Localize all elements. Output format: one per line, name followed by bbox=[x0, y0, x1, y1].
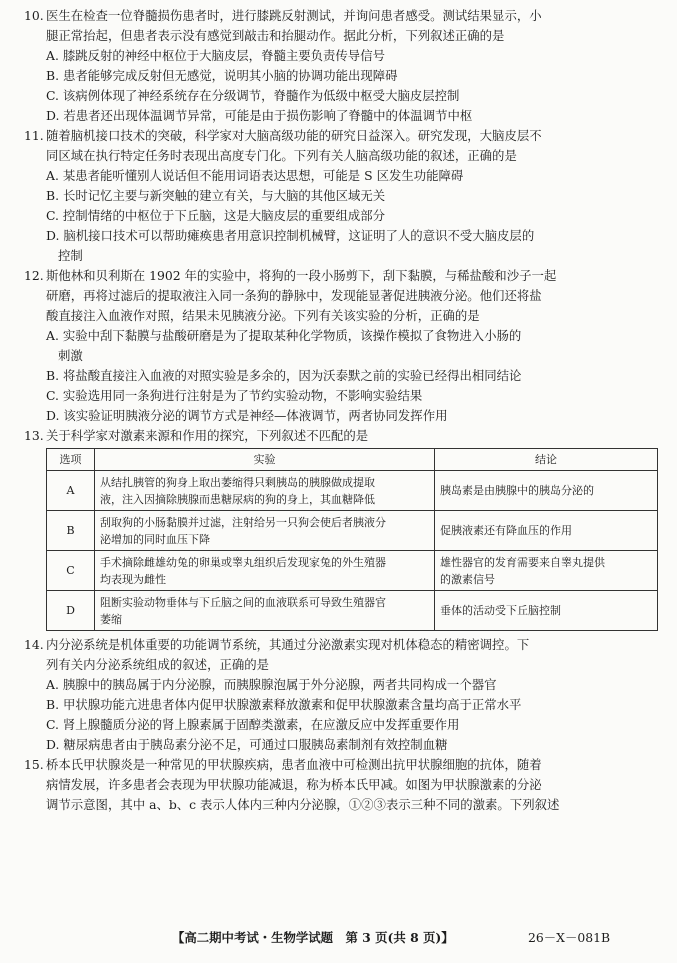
question-12 bbox=[24, 266, 663, 426]
question-stem-line bbox=[24, 266, 663, 286]
question-stem-line bbox=[24, 755, 663, 775]
question-number: 10. bbox=[24, 8, 44, 23]
option-continuation: 刺激 bbox=[58, 348, 83, 363]
option-b[interactable]: B. 长时记忆主要与新突触的建立有关，与大脑的其他区域无关 bbox=[46, 188, 386, 203]
table-header-cell: 实验 bbox=[95, 449, 435, 471]
stem-text: 斯他林和贝利斯在 1902 年的实验中，将狗的一段小肠剪下，刮下黏膜，与稀盐酸和沙子一起 bbox=[46, 268, 557, 283]
stem-text: 关于科学家对激素来源和作用的探究，下列叙述不匹配的是 bbox=[46, 428, 369, 443]
table-row-a bbox=[47, 471, 658, 511]
option-c[interactable]: C. 控制情绪的中枢位于下丘脑，这是大脑皮层的重要组成部分 bbox=[46, 208, 386, 223]
stem-text: 研磨，再将过滤后的提取液注入同一条狗的静脉中，发现能显著促进胰液分泌。他们还将盐 bbox=[46, 288, 542, 303]
stem-text: 随着脑机接口技术的突破，科学家对大脑高级功能的研究日益深入。研究发现，大脑皮层不 bbox=[46, 128, 542, 143]
option-d[interactable]: D. 若患者还出现体温调节异常，可能是由于损伤影响了脊髓中的体温调节中枢 bbox=[46, 108, 473, 123]
table-header-cell: 结论 bbox=[435, 449, 658, 471]
question-list bbox=[24, 6, 663, 815]
table-row-d bbox=[47, 591, 658, 631]
option-d[interactable]: D. 该实验证明胰液分泌的调节方式是神经—体液调节，两者协同发挥作用 bbox=[46, 408, 448, 423]
question-11 bbox=[24, 126, 663, 266]
question-14 bbox=[24, 635, 663, 755]
table-header-row bbox=[47, 449, 658, 471]
question-10 bbox=[24, 6, 663, 126]
stem-text: 病情发展，许多患者会表现为甲状腺功能减退，称为桥本氏甲减。如图为甲状腺激素的分泌 bbox=[46, 777, 542, 792]
table-conclusion-cell: 垂体的活动受下丘脑控制 bbox=[435, 591, 658, 631]
option-a[interactable]: A. 实验中刮下黏膜与盐酸研磨是为了提取某种化学物质，该操作模拟了食物进入小肠的 bbox=[46, 328, 522, 343]
question-number: 15. bbox=[24, 757, 44, 772]
footer-title: 【高二期中考试・生物学试题 第 3 页(共 8 页)】 bbox=[172, 930, 454, 945]
page-footer bbox=[0, 928, 677, 950]
stem-text: 同区域在执行特定任务时表现出高度专门化。下列有关人脑高级功能的叙述，正确的是 bbox=[46, 148, 517, 163]
question-15 bbox=[24, 755, 663, 815]
question-number: 11. bbox=[24, 128, 44, 143]
table-experiment-cell: 阻断实验动物垂体与下丘脑之间的血液联系可导致生殖器官 萎缩 bbox=[95, 591, 435, 631]
option-c[interactable]: C. 实验选用同一条狗进行注射是为了节约实验动物，不影响实验结果 bbox=[46, 388, 423, 403]
stem-text: 列有关内分泌系统组成的叙述，正确的是 bbox=[46, 657, 270, 672]
stem-text: 桥本氏甲状腺炎是一种常见的甲状腺疾病，患者血液中可检测出抗甲状腺细胞的抗体，随着 bbox=[46, 757, 542, 772]
question-stem-line bbox=[24, 635, 663, 655]
table-conclusion-cell: 促胰液素还有降血压的作用 bbox=[435, 511, 658, 551]
table-experiment-cell: 刮取狗的小肠黏膜并过滤，注射给另一只狗会使后者胰液分 泌增加的同时血压下降 bbox=[95, 511, 435, 551]
question-number: 12. bbox=[24, 268, 44, 283]
option-b[interactable]: B. 患者能够完成反射但无感觉，说明其小脑的协调功能出现障碍 bbox=[46, 68, 398, 83]
table-option-cell: D bbox=[47, 591, 95, 631]
question-stem-line bbox=[24, 6, 663, 26]
table-conclusion-cell: 雄性器官的发育需要来自睾丸提供 的激素信号 bbox=[435, 551, 658, 591]
option-a[interactable]: A. 胰腺中的胰岛属于内分泌腺，而胰腺腺泡属于外分泌腺，两者共同构成一个器官 bbox=[46, 677, 497, 692]
option-b[interactable]: B. 甲状腺功能亢进患者体内促甲状腺激素释放激素和促甲状腺激素含量均高于正常水平 bbox=[46, 697, 522, 712]
table-conclusion-cell: 胰岛素是由胰腺中的胰岛分泌的 bbox=[435, 471, 658, 511]
table-option-cell: A bbox=[47, 471, 95, 511]
question-stem-line bbox=[24, 426, 663, 446]
option-a[interactable]: A. 某患者能听懂别人说话但不能用词语表达思想，可能是 S 区发生功能障碍 bbox=[46, 168, 464, 183]
table-option-cell: B bbox=[47, 511, 95, 551]
table-option-cell: C bbox=[47, 551, 95, 591]
option-b[interactable]: B. 将盐酸直接注入血液的对照实验是多余的，因为沃泰默之前的实验已经得出相同结论 bbox=[46, 368, 522, 383]
table-header-cell: 选项 bbox=[47, 449, 95, 471]
option-d[interactable]: D. 脑机接口技术可以帮助瘫痪患者用意识控制机械臂，这证明了人的意识不受大脑皮层的 bbox=[46, 228, 535, 243]
stem-text: 腿正常抬起，但患者表示没有感觉到敲击和抬腿动作。据此分析，下列叙述正确的是 bbox=[46, 28, 505, 43]
option-a[interactable]: A. 膝跳反射的神经中枢位于大脑皮层，脊髓主要负责传导信号 bbox=[46, 48, 385, 63]
question-stem-line bbox=[24, 126, 663, 146]
table-row-c bbox=[47, 551, 658, 591]
table-experiment-cell: 手术摘除雌雄幼兔的卵巢或睾丸组织后发现家兔的外生殖器 均表现为雌性 bbox=[95, 551, 435, 591]
stem-text: 医生在检查一位脊髓损伤患者时，进行膝跳反射测试，并询问患者感受。测试结果显示，小 bbox=[46, 8, 542, 23]
question-number: 13. bbox=[24, 428, 44, 443]
stem-text: 酸直接注入血液作对照，结果未见胰液分泌。下列有关该实验的分析，正确的是 bbox=[46, 308, 480, 323]
option-c[interactable]: C. 该病例体现了神经系统存在分级调节，脊髓作为低级中枢受大脑皮层控制 bbox=[46, 88, 460, 103]
experiment-table bbox=[46, 448, 658, 631]
stem-text: 调节示意图，其中 a、b、c 表示人体内三种内分泌腺，①②③表示三种不同的激素。下列叙述 bbox=[46, 797, 560, 812]
question-13 bbox=[24, 426, 663, 631]
table-row-b bbox=[47, 511, 658, 551]
option-c[interactable]: C. 肾上腺髓质分泌的肾上腺素属于固醇类激素，在应激反应中发挥重要作用 bbox=[46, 717, 460, 732]
table-experiment-cell: 从结扎胰管的狗身上取出萎缩得只剩胰岛的胰腺做成提取 液，注入因摘除胰腺而患糖尿病的狗的身上，其血糖降低 bbox=[95, 471, 435, 511]
footer-code: 26－X－081B bbox=[528, 930, 611, 945]
option-continuation: 控制 bbox=[58, 248, 83, 263]
option-d[interactable]: D. 糖尿病患者由于胰岛素分泌不足，可通过口服胰岛素制剂有效控制血糖 bbox=[46, 737, 448, 752]
question-number: 14. bbox=[24, 637, 44, 652]
stem-text: 内分泌系统是机体重要的功能调节系统，其通过分泌激素实现对机体稳态的精密调控。下 bbox=[46, 637, 530, 652]
